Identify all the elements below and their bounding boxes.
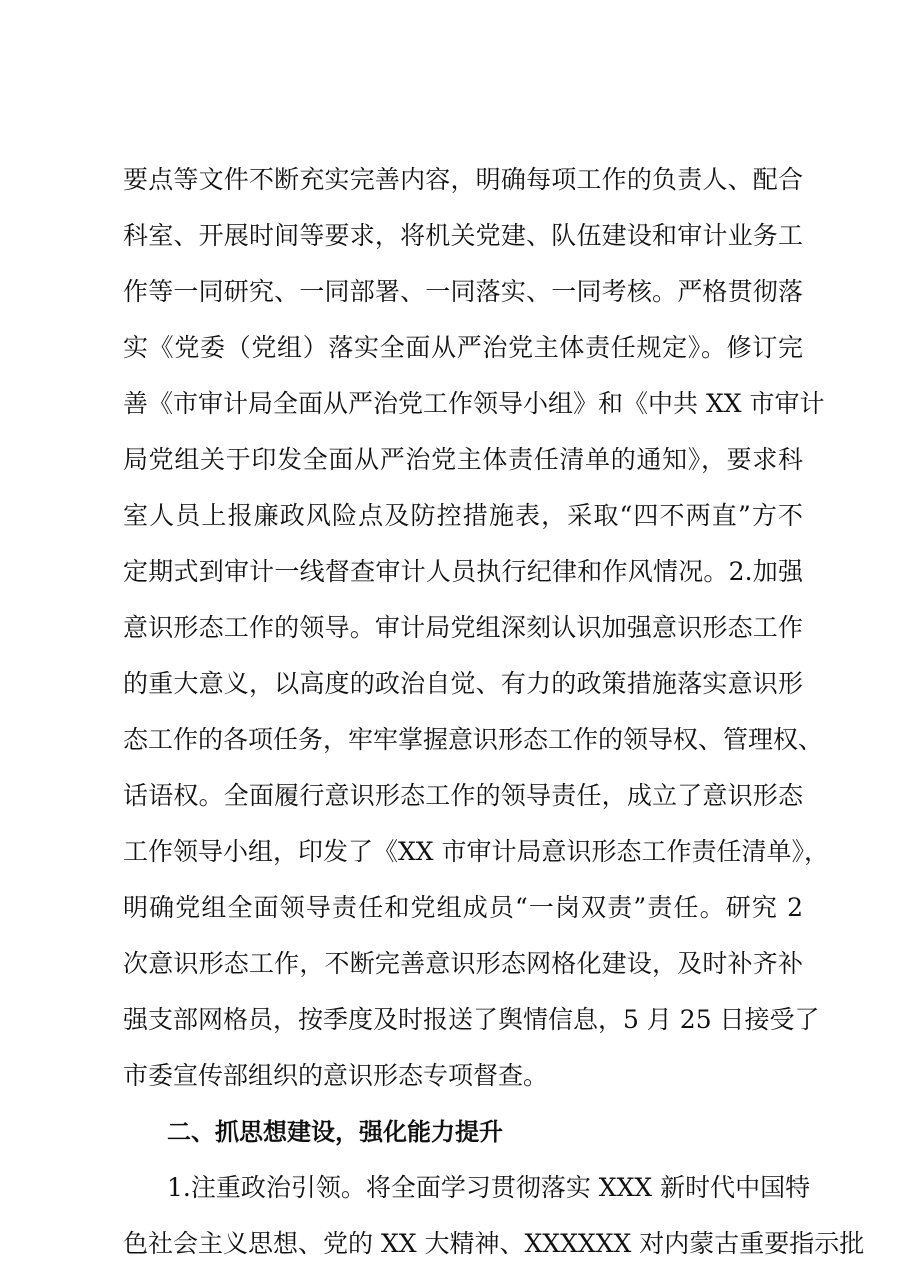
text-line: 市委宣传部组织的意识形态专项督查。 bbox=[123, 1061, 549, 1090]
text-line: 工作领导小组，印发了《XX 市审计局意识形态工作责任清单》， bbox=[123, 837, 830, 866]
text-line: 的重大意义，以高度的政治自觉、有力的政策措施落实意识形 bbox=[123, 669, 803, 698]
text-line: 意识形态工作的领导。审计局党组深刻认识加强意识形态工作 bbox=[123, 613, 803, 642]
text-line: 作等一同研究、一同部署、一同落实、一同考核。严格贯彻落 bbox=[123, 277, 803, 306]
text-line: 定期式到审计一线督查审计人员执行纪律和作风情况。2.加强 bbox=[123, 557, 803, 586]
text-line: 科室、开展时间等要求，将机关党建、队伍建设和审计业务工 bbox=[123, 221, 803, 250]
text-line: 1.注重政治引领。将全面学习贯彻落实 XXX 新时代中国特 bbox=[167, 1173, 811, 1202]
text-line: 室人员上报廉政风险点及防控措施表，采取“四不两直”方不 bbox=[123, 501, 803, 530]
document-body bbox=[123, 152, 865, 1272]
text-line: 色社会主义思想、党的 XX 大精神、XXXXXX 对内蒙古重要指示批 bbox=[123, 1229, 865, 1258]
text-line: 明确党组全面领导责任和党组成员“一岗双责”责任。研究 2 bbox=[123, 893, 803, 922]
text-line: 强支部网格员，按季度及时报送了舆情信息，5 月 25 日接受了 bbox=[123, 1005, 820, 1034]
text-line: 次意识形态工作，不断完善意识形态网格化建设，及时补齐补 bbox=[123, 949, 803, 978]
text-line: 要点等文件不断充实完善内容，明确每项工作的负责人、配合 bbox=[123, 165, 803, 194]
section-heading: 二、抓思想建设，强化能力提升 bbox=[167, 1118, 503, 1146]
text-line: 话语权。全面履行意识形态工作的领导责任，成立了意识形态 bbox=[123, 781, 803, 810]
text-line: 局党组关于印发全面从严治党主体责任清单的通知》，要求科 bbox=[123, 445, 803, 474]
text-line: 实《党委（党组）落实全面从严治党主体责任规定》。修订完 bbox=[123, 333, 803, 362]
text-line: 态工作的各项任务，牢牢掌握意识形态工作的领导权、管理权、 bbox=[123, 725, 824, 754]
text-line: 善《市审计局全面从严治党工作领导小组》和《中共 XX 市审计 bbox=[123, 389, 825, 418]
